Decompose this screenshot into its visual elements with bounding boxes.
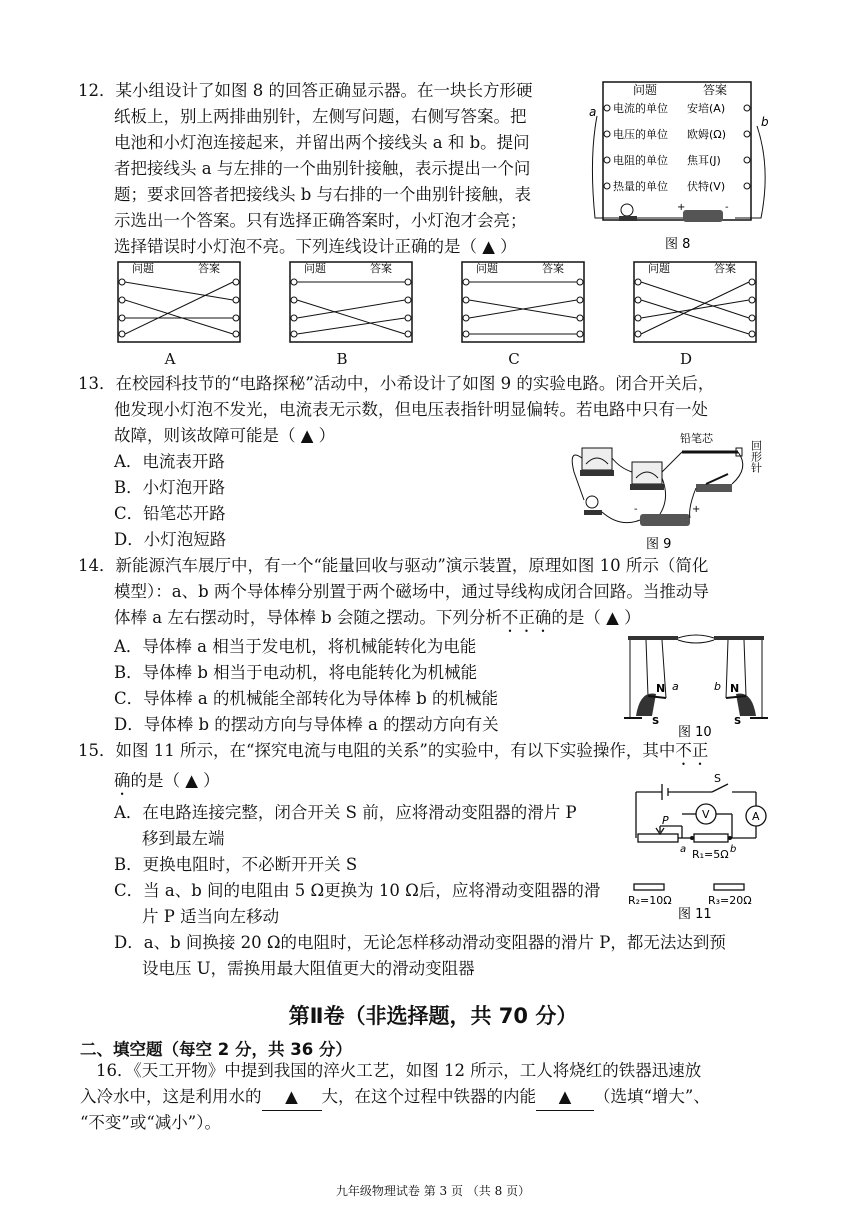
choice-a-header-question: 问题 (132, 262, 154, 275)
fig11-terminal-a: a (680, 844, 687, 855)
choice-c-diagram (462, 261, 584, 342)
fig8-row-3-question: 电阻的单位 (613, 154, 668, 167)
q12-line-1: 12．某小组设计了如图 8 的回答正确显示器。在一块长方形硬 (78, 81, 533, 100)
q16-line-2 (80, 1084, 710, 1111)
fig9-voltmeter (630, 462, 664, 490)
choice-d-header-answer: 答案 (714, 262, 736, 275)
choice-c-header-answer: 答案 (542, 262, 564, 275)
q16-line-2-mid: 大，在这个过程中铁器的内能 (321, 1087, 536, 1106)
fig8-header-answer: 答案 (703, 83, 728, 97)
svg-text:N: N (656, 682, 666, 695)
fig9-clip-label: 回形针 (749, 440, 763, 473)
svg-text:+: + (677, 202, 686, 213)
q14-option-d[interactable]: D．导体棒 b 的摆动方向与导体棒 a 的摆动方向有关 (114, 715, 499, 734)
fig8-row-2-answer: 欧姆(Ω) (687, 128, 726, 141)
figure-9 (560, 428, 770, 553)
q14-line-2: 模型）：a、b 两个导体棒分别置于两个磁场中，通过导线构成闭合回路。当推动导 (114, 582, 709, 601)
choice-a-header-answer: 答案 (198, 262, 220, 275)
q16-line-2-pre: 入冷水中，这是利用水的 (80, 1087, 262, 1106)
q14-option-a[interactable]: A．导体棒 a 相当于发电机，将机械能转化为电能 (114, 637, 477, 656)
q12-line-2: 纸板上，别上两排曲别针，左侧写问题，右侧写答案。把 (114, 107, 527, 126)
fig11-voltmeter-label: V (702, 808, 710, 821)
choice-a-diagram (118, 261, 240, 342)
fig8-caption: 图 8 (665, 237, 691, 252)
choice-d-header-question: 问题 (648, 262, 670, 275)
fig11-terminal-b: b (730, 844, 737, 855)
q13-option-a[interactable]: A．电流表开路 (114, 452, 225, 471)
q13-line-2: 他发现小灯泡不发光，电流表无示数，但电压表指针明显偏转。若电路中只有一处 (114, 400, 708, 419)
q16-blank-1[interactable]: ▲ (262, 1084, 322, 1111)
q15-option-d-line-1[interactable]: D．a、b 间换接 20 Ω的电阻时，无论怎样移动滑动变阻器的滑片 P，都无法达到预 (114, 933, 726, 952)
q16-line-3: “不变”或“减小”）。 (80, 1113, 221, 1132)
q15-line-2-emphasis: 确 (114, 771, 131, 790)
q13-line-3: 故障，则该故障可能是（ ▲ ） (114, 426, 336, 445)
section-2-title: 第Ⅱ卷（非选择题，共 70 分） (288, 1004, 578, 1028)
svg-text:-: - (634, 504, 638, 515)
q15-line-2-post: 的是（ ▲ ） (130, 771, 220, 790)
choice-label-c[interactable]: C (508, 350, 520, 368)
q12-line-4: 者把接线头 a 与左排的一个曲别针接触，表示提出一个问 (114, 159, 531, 178)
svg-text:S: S (652, 716, 660, 727)
q15-option-a-line-2: 移到最左端 (142, 829, 225, 848)
figure-11 (622, 770, 772, 920)
svg-text:b: b (714, 680, 721, 693)
fig11-ammeter-label: A (752, 810, 760, 823)
fig8-terminal-a: a (589, 105, 597, 119)
choice-b-header-answer: 答案 (370, 262, 392, 275)
q13-option-c[interactable]: C．铅笔芯开路 (114, 504, 226, 523)
svg-text:+: + (692, 504, 701, 515)
svg-text:S: S (734, 716, 742, 727)
q12-line-6: 示选出一个答案。只有选择正确答案时，小灯泡才会亮； (114, 211, 527, 230)
fig9-switch (696, 474, 732, 492)
fig8-row-4-answer: 伏特(V) (687, 180, 726, 193)
fig11-slider-label: P (662, 814, 669, 827)
fig9-pencil-label: 铅笔芯 (680, 432, 713, 445)
figure-10 (622, 632, 770, 740)
fig8-row-4-question: 热量的单位 (613, 180, 668, 193)
q15-option-d-line-2: 设电压 U，需换用最大阻值更大的滑动变阻器 (142, 959, 475, 978)
q12-line-5: 题；要求回答者把接线头 b 与右排的一个曲别针接触，表 (114, 185, 532, 204)
q12-line-7: 选择错误时小灯泡不亮。下列连线设计正确的是（ ▲ ） (114, 237, 517, 256)
q14-line-1: 14．新能源汽车展厅中，有一个“能量回收与驱动”演示装置，原理如图 10 所示（简化 (78, 556, 709, 575)
q16-line-2-post: （选填“增大”、 (594, 1087, 710, 1106)
fig9-caption: 图 9 (646, 537, 672, 552)
q14-line-3 (114, 605, 641, 636)
fig8-row-3-answer: 焦耳(J) (687, 154, 721, 167)
page-footer: 九年级物理试卷 第 3 页 （共 8 页） (335, 1184, 531, 1198)
fig8-row-1-answer: 安培(A) (687, 102, 726, 115)
fig8-row-1-question: 电流的单位 (613, 102, 668, 115)
q14-line-3-emphasis: 不正确 (501, 608, 552, 627)
choice-c-header-question: 问题 (476, 262, 498, 275)
q14-option-c[interactable]: C．导体棒 a 的机械能全部转化为导体棒 b 的机械能 (114, 689, 499, 708)
q15-line-1-pre: 15．如图 11 所示，在“探究电流与电阻的关系”的实验中，有以下实验操作，其中 (78, 741, 676, 760)
q13-line-1: 13．在校园科技节的“电路探秘”活动中，小希设计了如图 9 的实验电路。闭合开关后， (78, 374, 715, 393)
figure-8 (585, 78, 775, 258)
q15-option-c-line-1[interactable]: C．当 a、b 间的电阻由 5 Ω更换为 10 Ω后，应将滑动变阻器的滑 (114, 881, 601, 900)
q14-option-b[interactable]: B．导体棒 b 相当于电动机，将电能转化为机械能 (114, 663, 478, 682)
q13-option-d[interactable]: D．小灯泡短路 (114, 530, 227, 549)
fig10-caption: 图 10 (678, 725, 712, 740)
choice-label-d[interactable]: D (679, 350, 693, 368)
q12-line-3: 电池和小灯泡连接起来，并留出两个接线头 a 和 b。提问 (114, 133, 530, 152)
q15-option-b[interactable]: B．更换电阻时，不必断开开关 S (114, 855, 358, 874)
choice-label-a[interactable]: A (164, 350, 176, 368)
fig11-switch-label: S (714, 772, 721, 785)
fig8-bulb (619, 204, 637, 221)
q13-option-b[interactable]: B．小灯泡开路 (114, 478, 226, 497)
q16-line-1: 16．《天工开物》中提到我国的淬火工艺，如图 12 所示，工人将烧红的铁器迅速放 (96, 1061, 702, 1080)
fig11-caption: 图 11 (678, 907, 712, 922)
q15-option-a-line-1[interactable]: A．在电路连接完整，闭合开关 S 前，应将滑动变阻器的滑片 P (114, 803, 577, 822)
fig11-r2-label: R₂=10Ω (628, 894, 672, 907)
fig8-terminal-b: b (761, 115, 769, 129)
q14-line-3-post: 的是（ ▲ ） (551, 608, 641, 627)
fig9-ammeter (580, 448, 614, 476)
fig11-r3-label: R₃=20Ω (708, 894, 752, 907)
svg-text:a: a (672, 680, 679, 693)
fig11-r1-label: R₁=5Ω (692, 848, 729, 861)
choice-label-b[interactable]: B (336, 350, 348, 368)
q15-line-1-emphasis: 不正 (675, 741, 709, 760)
fig8-header-question: 问题 (633, 83, 658, 97)
fig8-battery (677, 202, 729, 222)
choice-b-header-question: 问题 (304, 262, 326, 275)
fill-in-section-header: 二、填空题（每空 2 分，共 36 分） (80, 1040, 352, 1059)
q12-choice-diagrams (110, 258, 760, 348)
fig9-bulb (584, 496, 602, 515)
choice-d-diagram (634, 261, 756, 342)
choice-b-diagram (290, 261, 412, 342)
q15-line-2 (114, 768, 220, 799)
q15-option-c-line-2: 片 P 适当向左移动 (142, 907, 280, 926)
q14-line-3-pre: 体棒 a 左右摆动时，导体棒 b 会随之摆动。下列分析 (114, 608, 502, 627)
svg-text:-: - (725, 202, 729, 213)
svg-text:N: N (730, 682, 740, 695)
fig8-row-2-question: 电压的单位 (613, 128, 668, 141)
q16-blank-2[interactable]: ▲ (536, 1084, 594, 1111)
q15-line-1 (78, 738, 708, 769)
